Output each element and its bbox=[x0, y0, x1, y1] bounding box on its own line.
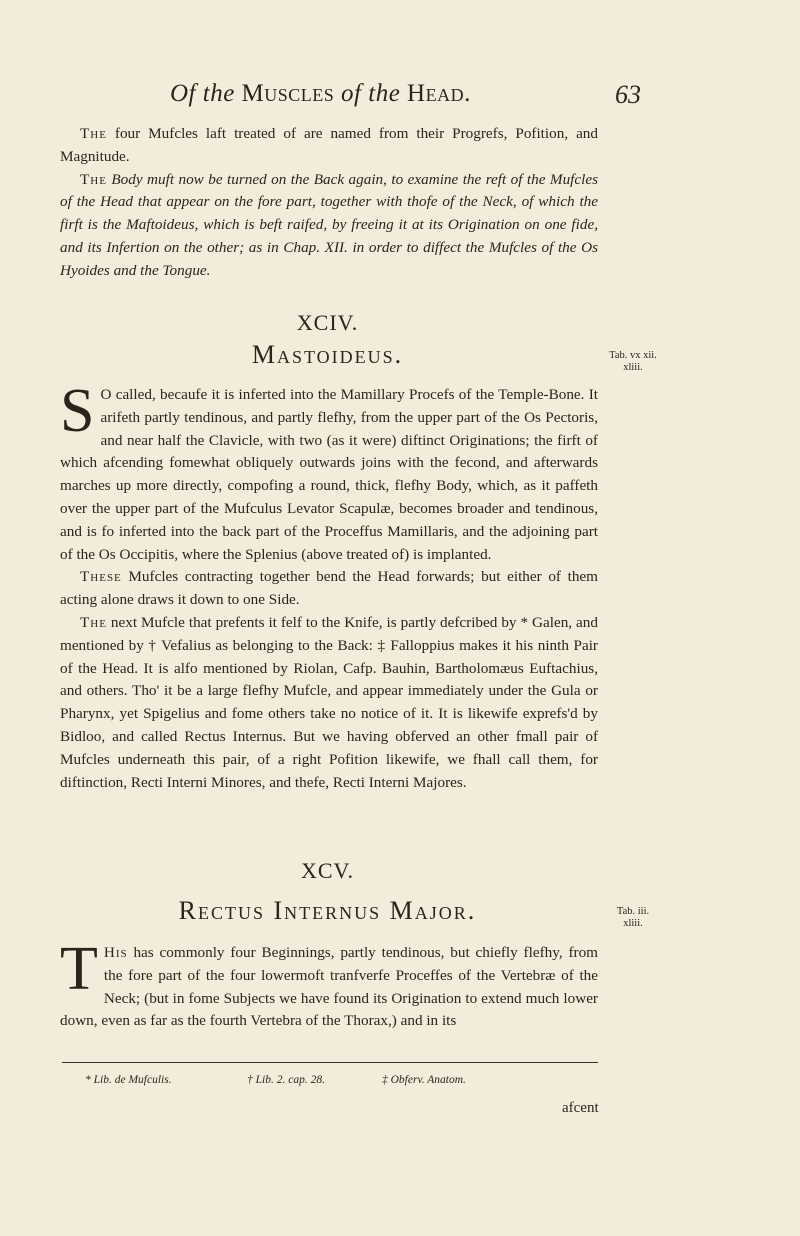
title-word: Head. bbox=[407, 80, 471, 107]
intro-text bbox=[60, 123, 598, 283]
footnote: * Lib. de Mufculis. bbox=[85, 1074, 172, 1086]
paragraph: S O called, becaufe it is inferted into the Mamillary Procefs of the Temple-Bone. It arifeth partly tendinous, and partly flefhy, from the upper part of the Os Pectoris, and near half the Clavicle, with two (as it were) diftinct Originations; the firft of which afcending fomewhat obliquely outwards joins with the fecond, and afterwards marches up more directly, compofing a round, thick, flefhy Body, which, as it paffeth over the upper part of the Mufculus Levator Scapulæ, becomes broader and tendinous, and is fo inferted into the back part of the Proceffus Mamillaris, and the adjoining part of the Os Occipitis, where the Splenius (above treated of) is implanted. bbox=[60, 377, 598, 563]
page-number: 63 bbox=[615, 80, 641, 109]
footnote: † Lib. 2. cap. 28. bbox=[247, 1074, 325, 1086]
footnote-rule bbox=[62, 1062, 598, 1063]
running-title bbox=[170, 80, 471, 108]
section-title: Rectus Internus Major. bbox=[178, 896, 477, 925]
section-body bbox=[60, 935, 598, 1033]
section-body bbox=[60, 377, 598, 794]
section-number: XCV. bbox=[300, 858, 355, 883]
footnote: ‡ Obferv. Anatom. bbox=[382, 1074, 466, 1086]
drop-cap: S bbox=[60, 377, 95, 445]
paragraph: These Mufcles contracting together bend the Head forwards; but either of them acting alone draws it down to one Side. bbox=[60, 568, 598, 609]
paragraph: T His has commonly four Beginnings, partly tendinous, but chiefly flefhy, from the fore part of the four lowermoft tranfverfe Proceffes of the Vertebræ of the Neck; (but in fome Subjects we have found its Origination to extend much lower down, even as far as the fourth Vertebra of the Thorax,) and in its bbox=[60, 935, 598, 1030]
title-word: of bbox=[341, 80, 362, 107]
section-title: Mastoideus. bbox=[251, 340, 404, 369]
footnotes bbox=[85, 1074, 605, 1092]
paragraph: The next Mufcle that prefents it felf to the Knife, is partly defcribed by * Galen, and mentioned by † Vefalius as belonging to the Back: ‡ Falloppius makes it his ninth Pair of the Head. It is alfo mentioned by Riolan, Cafp. Bauhin, Bartholomæus Euftachius, and others. Tho' it be a large flefhy Mufcle, and appear immediately under the Gula or Pharynx, yet Spigelius and fome others take no notice of it. It is likewife exprefs'd by Bidloo, and called Rectus Internus. But we having obferved an other fmall pair of Mufcles underneath this pair, of a right Pofition likewife, we fhall call them, for diftinction, Recti Interni Minores, and thefe, Recti Interni Majores. bbox=[60, 613, 598, 791]
title-word: Muscles bbox=[241, 80, 335, 107]
intro-paragraph-1: The four Mufcles laft treated of are named from their Progrefs, Pofition, and Magnitude. bbox=[60, 125, 598, 165]
title-word: the bbox=[202, 80, 235, 107]
intro-paragraph-2: The Body muft now be turned on the Back again, to examine the reft of the Mufcles of the Head that appear on the fore part, together with thofe of the Neck, of which the firft is the Maftoideus, which is beft raifed, by freeing it at its Origination on one fide, and its Infertion on the other; as in Chap. XII. in order to diffect the Mufcles of the Os Hyoides and the Tongue. bbox=[60, 170, 598, 279]
margin-note: Tab. iii. xliii. bbox=[616, 906, 650, 929]
title-word: Of bbox=[170, 80, 196, 107]
margin-note: Tab. vx xii. xliii. bbox=[609, 350, 657, 373]
page-header bbox=[0, 80, 800, 120]
drop-cap: T bbox=[60, 935, 98, 1003]
title-word: the bbox=[368, 80, 401, 107]
section-number: XCIV. bbox=[296, 310, 359, 335]
catchword: afcent bbox=[562, 1100, 599, 1116]
